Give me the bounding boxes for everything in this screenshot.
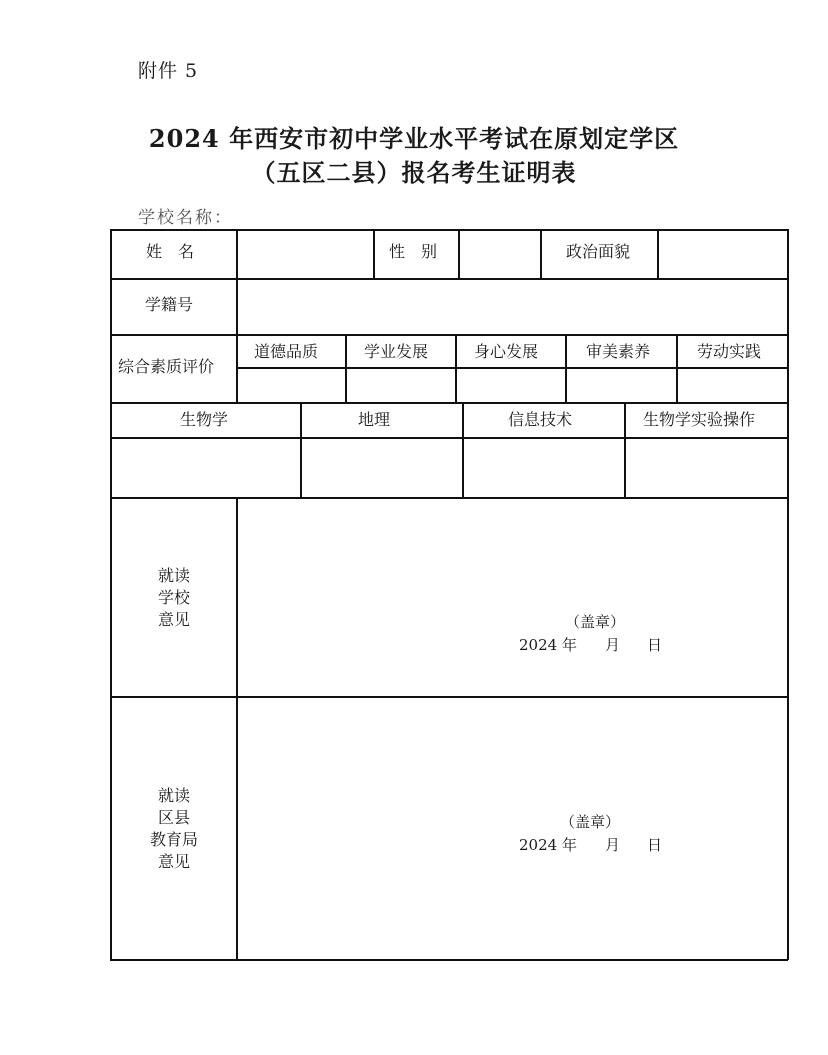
gender-field[interactable] bbox=[460, 231, 539, 277]
student-id-label: 学籍号 bbox=[145, 295, 194, 314]
subject-biology-lab-label: 生物学实验操作 bbox=[643, 410, 756, 429]
subject-it-label: 信息技术 bbox=[508, 410, 573, 429]
attachment-label: 附件 5 bbox=[138, 60, 199, 82]
bureau-date-year: 2024 年 bbox=[519, 836, 577, 854]
quality-item-aesthetic: 审美素养 bbox=[586, 342, 651, 361]
school-name-label: 学校名称： bbox=[138, 208, 233, 228]
quality-field-academic[interactable] bbox=[347, 369, 454, 401]
form-title-line-2: （五区二县）报名考生证明表 bbox=[251, 158, 577, 187]
student-id-field[interactable] bbox=[238, 280, 786, 333]
form-title-line-1: 2024 年西安市初中学业水平考试在原划定学区 bbox=[148, 124, 680, 153]
quality-evaluation-label: 综合素质评价 bbox=[118, 357, 215, 376]
school-date-day: 日 bbox=[647, 636, 663, 654]
subject-it-field[interactable] bbox=[464, 439, 623, 496]
quality-field-physical-mental[interactable] bbox=[457, 369, 564, 401]
school-date bbox=[519, 634, 669, 654]
bureau-date bbox=[519, 834, 669, 854]
bureau-opinion-field[interactable] bbox=[238, 698, 786, 958]
political-status-label: 政治面貌 bbox=[566, 242, 631, 261]
bureau-date-day: 日 bbox=[647, 836, 663, 854]
political-status-field[interactable] bbox=[659, 231, 786, 277]
school-date-month: 月 bbox=[605, 636, 621, 654]
subject-biology-field[interactable] bbox=[112, 439, 299, 496]
school-seal-label: （盖章） bbox=[565, 613, 626, 631]
quality-field-labor[interactable] bbox=[678, 369, 786, 401]
quality-field-moral[interactable] bbox=[238, 369, 344, 401]
school-opinion-label: 就读 学校 意见 bbox=[157, 566, 190, 629]
quality-item-physical-mental: 身心发展 bbox=[474, 342, 539, 361]
bureau-opinion-label: 就读 区县 教育局 意见 bbox=[149, 786, 198, 871]
quality-item-moral: 道德品质 bbox=[254, 342, 319, 361]
name-field[interactable] bbox=[238, 231, 372, 277]
quality-item-labor: 劳动实践 bbox=[697, 342, 762, 361]
subject-geography-label: 地理 bbox=[358, 410, 391, 429]
quality-item-academic: 学业发展 bbox=[364, 342, 429, 361]
subject-biology-lab-field[interactable] bbox=[626, 439, 786, 496]
subject-geography-field[interactable] bbox=[302, 439, 461, 496]
gender-label: 性 别 bbox=[389, 242, 438, 261]
bureau-seal-label: （盖章） bbox=[560, 813, 621, 831]
school-opinion-field[interactable] bbox=[238, 499, 786, 695]
subject-biology-label: 生物学 bbox=[180, 410, 229, 429]
name-label: 姓 名 bbox=[146, 242, 195, 261]
quality-field-aesthetic[interactable] bbox=[567, 369, 675, 401]
bureau-date-month: 月 bbox=[605, 836, 621, 854]
school-date-year: 2024 年 bbox=[519, 636, 577, 654]
